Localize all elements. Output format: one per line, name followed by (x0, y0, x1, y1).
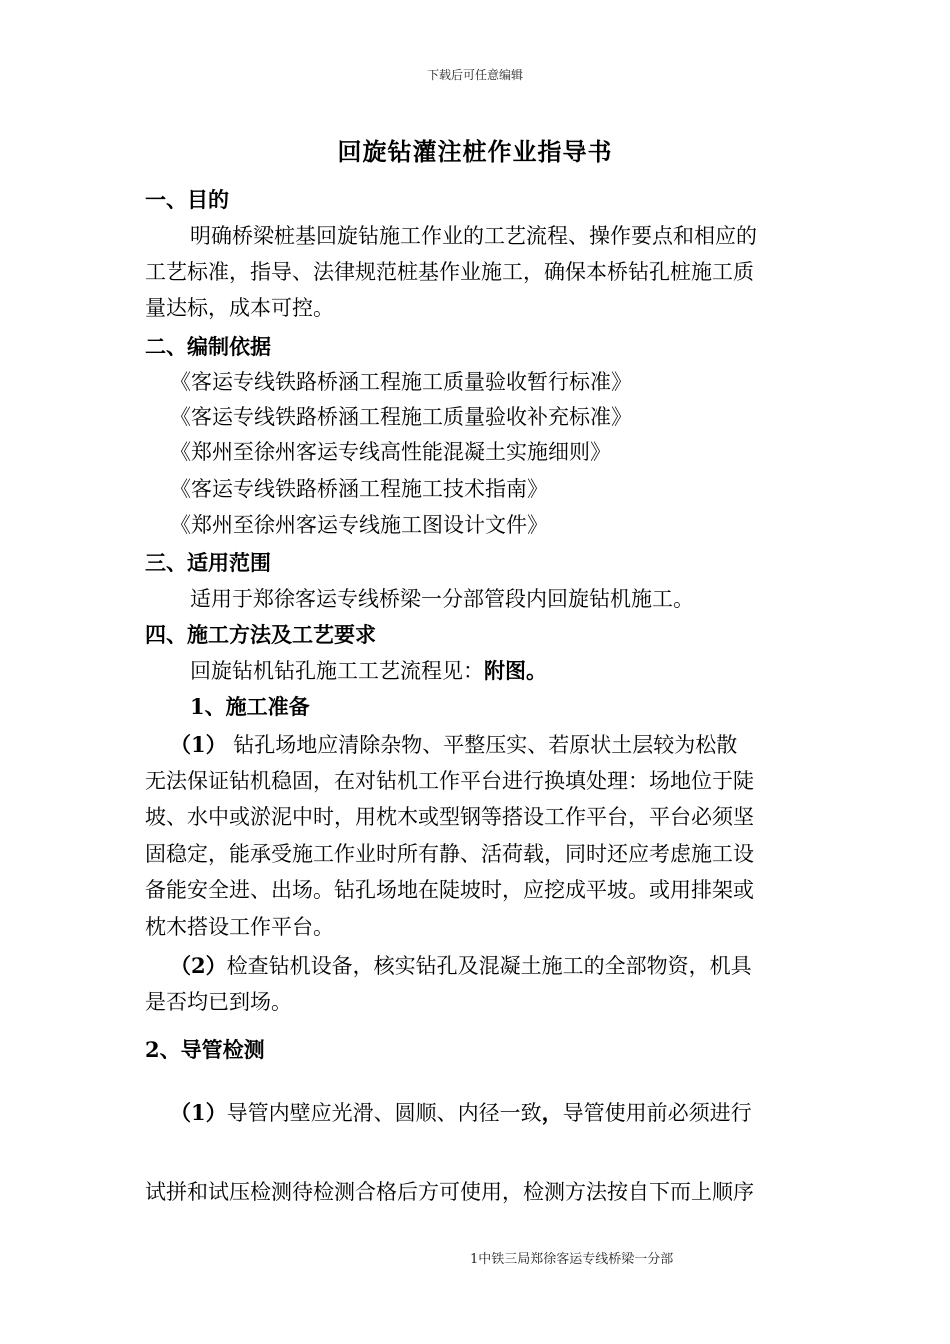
section-heading-basis: 二、编制依据 (145, 334, 271, 359)
section-heading-scope: 三、适用范围 (145, 550, 271, 575)
section-heading-method: 四、施工方法及工艺要求 (145, 622, 376, 647)
paragraph-line (170, 1099, 752, 1127)
item-number: （1） (170, 1100, 227, 1125)
reference-item: 《郑州至徐州客运专线高性能混凝土实施细则》 (170, 440, 611, 464)
paragraph-line: 固稳定，能承受施工作业时所有静、活荷载，同时还应考虑施工设 (145, 842, 754, 866)
paragraph-line (170, 731, 737, 759)
item-text: 导管内壁应光滑、圆顺、内径一致 (226, 1101, 542, 1125)
paragraph-line: 坡、水中或淤泥中时，用枕木或型钢等搭设工作平台，平台必须坚 (145, 805, 754, 829)
paragraph-line: 枕木搭设工作平台。 (145, 915, 334, 939)
header-note: 下载后可任意编辑 (426, 68, 523, 82)
paragraph-line: 无法保证钻机稳固，在对钻机工作平台进行换填处理：场地位于陡 (145, 769, 754, 793)
flow-text: 回旋钻机钻孔施工工艺流程见： (190, 659, 484, 683)
reference-item: 《客运专线铁路桥涵工程施工质量验收暂行标准》 (170, 370, 632, 394)
paragraph-line (170, 952, 752, 980)
paragraph-line: 工艺标准，指导、法律规范桩基作业施工，确保本桥钻孔桩施工质 (145, 260, 754, 284)
item-text: 检查钻机设备，核实钻孔及混凝土施工的全部物资，机具 (226, 954, 752, 978)
paragraph-line: 试拼和试压检测待检测合格后方可使用，检测方法按自下而上顺序 (145, 1180, 754, 1204)
document-title: 回旋钻灌注桩作业指导书 (337, 137, 613, 166)
section-heading-purpose: 一、目的 (145, 187, 229, 212)
item-number: （1） (170, 732, 227, 757)
paragraph-line: 明确桥梁桩基回旋钻施工作业的工艺流程、操作要点和相应的 (190, 224, 757, 248)
item-text-comma: ， (541, 1100, 563, 1125)
footer-note: 1中铁三局郑徐客运专线桥梁一分部 (470, 1252, 674, 1267)
flow-appendix-ref: 附图。 (484, 658, 547, 683)
reference-item: 《郑州至徐州客运专线施工图设计文件》 (170, 513, 548, 537)
subsection-heading-preparation: 1、施工准备 (190, 694, 310, 719)
paragraph-line: 是否均已到场。 (145, 990, 292, 1014)
paragraph-line (190, 657, 547, 685)
item-text: 钻孔场地应清除杂物、平整压实、若原状土层较为松散 (226, 733, 738, 757)
item-text: 导管使用前必须进行 (562, 1101, 752, 1125)
subsection-heading-conduit-test: 2、导管检测 (145, 1037, 265, 1062)
reference-item: 《客运专线铁路桥涵工程施工技术指南》 (170, 477, 548, 501)
reference-item: 《客运专线铁路桥涵工程施工质量验收补充标准》 (170, 405, 632, 429)
paragraph-line: 量达标，成本可控。 (145, 296, 334, 320)
item-number: （2） (170, 953, 227, 978)
paragraph-line: 适用于郑徐客运专线桥梁一分部管段内回旋钻机施工。 (190, 587, 694, 611)
paragraph-line: 备能安全进、出场。钻孔场地在陡坡时，应挖成平坡。或用排架或 (145, 878, 754, 902)
